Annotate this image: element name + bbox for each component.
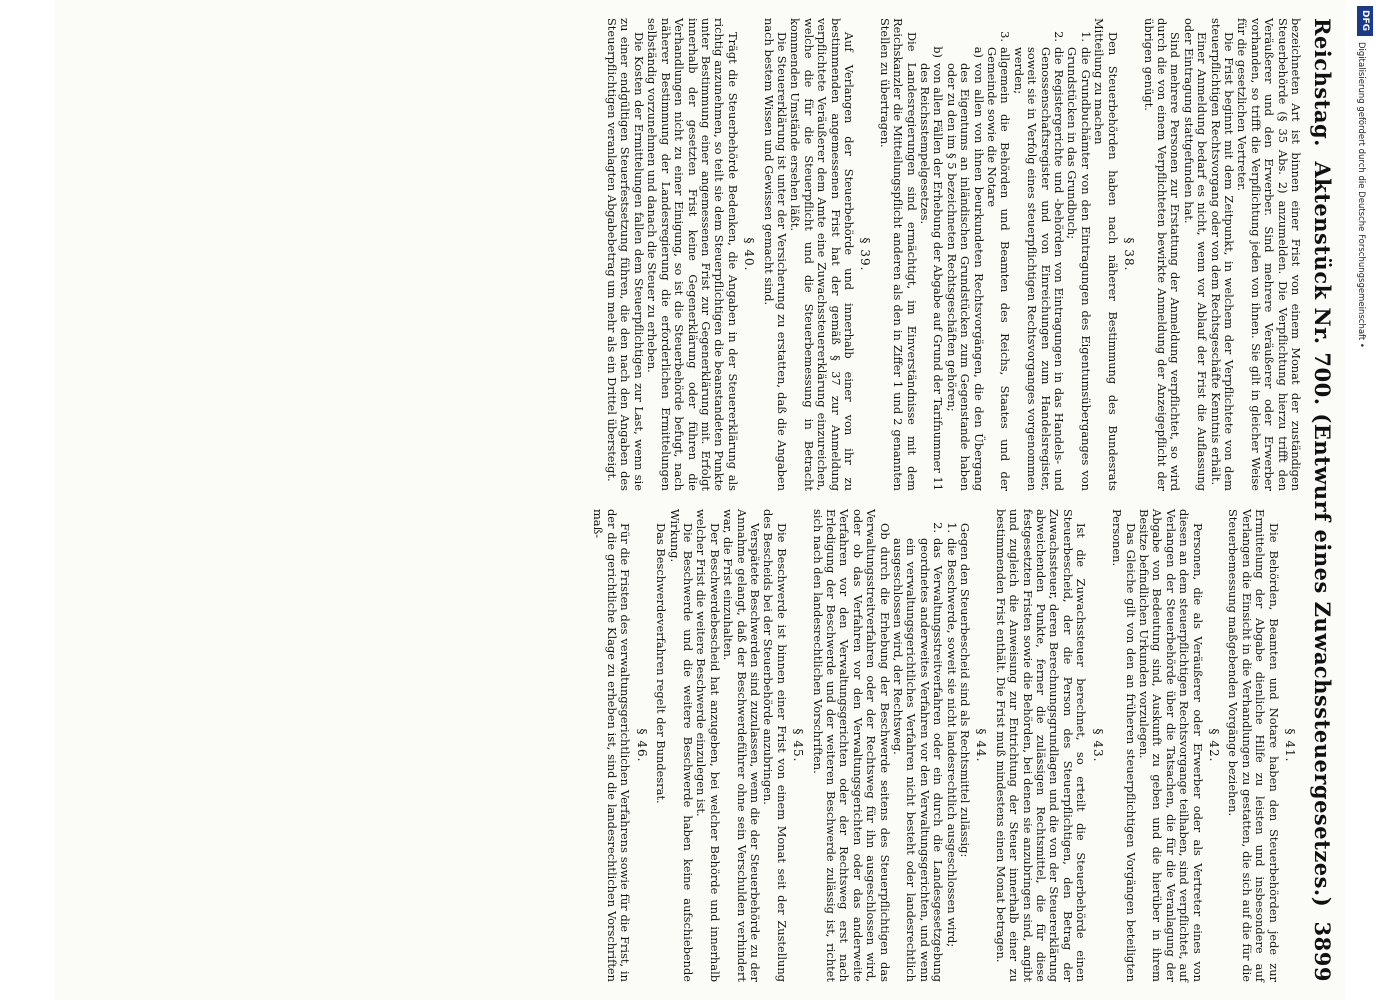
list-text: die Registergerichte und -behörden von Eintragungen in das Handels- und Genossenschaftsregister und von Einreichungen zum Handelsregister, soweit sie in Verfolg eines steuerpflichtigen Rechtsvorganges vorgenommen werden; [1011,47,1067,491]
paragraph: Die Beschwerde und die weitere Beschwerde haben keine aufschiebende Wirkung. [667,509,695,982]
list-text: von allen von ihnen beurkundeten Rechtsvorgängen, die den Übergang des Eigentums an inländischen Grundstücken zum Gegenstande haben oder zu den im § 5 bezeichneten Rechtsgeschäften gehören; [944,63,986,491]
paragraph: bezeichneten Art ist binnen einer Frist von einem Monat der zuständigen Steuerbehörde (§ 35 Abs. 2) anzumelden. Die Verpflichtung hierzu trifft den Veräußerer und den Erwerber. Sind mehrere Veräußerer oder Erwerber vorhanden, so trifft die Verpflichtung jeden von ihnen. Sie gilt in gleicher Weise für die gesetzlichen Vertreter. [1235,18,1303,491]
list-item [918,18,945,491]
paragraph: Gegen den Steuerbescheid sind als Rechtsmittel zulässig: [958,523,973,858]
section-heading: § 39. [858,237,873,272]
left-column [591,18,1302,491]
paragraph: Den Steuerbehörden haben nach näherer Bestimmung des Bundesrats Mitteilung zu machen [1092,18,1120,491]
list-text: die Beschwerde, soweit sie nicht landesrechtlich ausgeschlossen wird; [944,538,959,948]
list-item [944,509,957,982]
list-item [891,509,945,982]
section-heading: § 38. [1122,237,1137,272]
paragraph: Auf Verlangen der Steuerbehörde und innerhalb einer von ihr zu bestimmenden angemessenen Frist hat der gemäß § 37 zur Anmeldung verpflichtete Veräußerer dem Amte eine Zuwachssteuererklärung einzureichen, welche die für die Steuerpflicht und die Steuerbemessung in Betracht kommenden Umstände ersehen läßt. [788,18,856,491]
section-heading: § 46. [634,728,649,763]
paragraph: Die Behörden, Beamten und Notare haben den Steuerbehörden jede zur Ermittelung der Abgabe dienliche Hilfe zu leisten und insbesondere auf Verlangen die Einsicht in die Verhandlungen zu gestatten, die sich auf die für die Steuerbemessung maßgebenden Vorgänge beziehen. [1226,509,1281,982]
list-text: allgemein die Behörden und Beamten des Reichs, Staates und der Gemeinde sowie die Notare [985,47,1013,491]
list-item [1065,18,1092,491]
document-page [55,0,1345,1000]
paragraph: Die Frist beginnt mit dem Zeitpunkt, in welchem der Verpflichtete von dem steuerpflichtigen Rechtsvorgang oder von dem Rechtsgeschäfte Kenntnis erhält. [1208,18,1236,491]
page-number: 3899 [1310,921,1335,982]
list-number: 2. [1052,31,1067,42]
header-left: Reichstag. [1310,18,1335,147]
paragraph: Die Beschwerde ist binnen einer Frist von einem Monat seit der Zustellung des Bescheids bei der Steuerbehörde anzubringen. [761,509,789,982]
list-number: 3. [998,31,1013,42]
section-heading: § 40. [742,237,757,272]
list-text: von allen Fällen der Erhebung der Abgabe auf Grund der Tarifnummer 11 des Reichsstempelgesetzes. [918,63,946,491]
paragraph: Für die Fristen des verwaltungsgerichtlichen Verfahrens sowie für die Frist, in der die gerichtliche Klage zu erheben ist, sind die landesrechtlichen Vorschriften maß- [591,509,633,982]
list-item [1011,18,1065,491]
paragraph: Das Beschwerdeverfahren regelt der Bundesrat. [654,523,669,804]
list-text: die Grundbuchämter von den Eintragungen des Eigentumsüberganges von Grundstücken in das Grundbuch; [1065,47,1093,491]
list-number: 2. [931,522,946,533]
digitization-note [1356,8,1366,708]
section-heading: § 45. [791,728,806,763]
section-heading: § 44. [974,728,989,763]
list-item [985,18,1012,491]
digitization-note-text: Digitalisierung gefördert durch die Deutsche Forschungsgemeinschaft • [1356,42,1366,348]
page-header [1304,14,1337,986]
list-number: b) [931,46,946,58]
paragraph: Einer Anmeldung bedarf es nicht, wenn vor Ablauf der Frist die Auflassung oder Eintragung stattgefunden hat. [1181,18,1210,491]
list-number: a) [971,46,986,58]
list-item [944,18,984,491]
section-heading: § 42. [1206,728,1221,763]
dfg-logo: DFG [1357,6,1373,36]
list-number: 1. [944,522,959,533]
list-text: das Verwaltungsstreitverfahren oder ein durch die Landesgesetzgebung geordnetes anderweites Verfahren vor den Verwaltungsgerichten, und wenn ein verwaltungsgerichtliches Verfahren nicht besteht oder landesrechtlich ausgeschlossen wird, der Rechtsweg. [891,538,946,982]
section-heading: § 43. [1090,728,1105,763]
paragraph: Sind mehrere Personen zur Erstattung der Anmeldung verpflichtet, so wird durch die von einem Verpflichteten bewirkte Anmeldung der Anzeigepflicht der übrigen genügt. [1141,18,1183,491]
paragraph: Das Gleiche gilt von den an früheren steuerpflichtigen Vorgängen beteiligten Personen. [1110,509,1138,982]
header-title: Aktenstück Nr. 700. (Entwurf eines Zuwachssteuergesetzes.) [1310,161,1335,908]
paragraph: Die Kosten der Ermittelungen fallen dem Steuerpflichtigen zur Last, wenn sie zu einer endgültigen Steuerfestsetzung führen, die den nach den Angaben des Steuerpflichtigen veranlagten Abgabebetrag um mehr als ein Drittel übersteigt. [605,18,646,491]
paragraph: Trägt die Steuerbehörde Bedenken, die Angaben in der Steuererklärung als richtig anzunehmen, so teilt sie dem Steuerpflichtigen die beanstandeten Punkte unter Bestimmung einer angemessenen Frist zur Gegenerklärung mit. Erfolgt innerhalb der gesetzten Frist keine Gegenerklärung oder führen die Verhandlungen nicht zu einer Einigung, so ist die Steuerbehörde befugt, nach näherer Bestimmung der Landesregierung die erforderlichen Ermittelungen selbständig vorzunehmen und danach die Steuer zu erheben. [645,18,740,491]
paragraph: Ob durch die Erhebung der Beschwerde seitens des Steuerpflichtigen das Verwaltungsstreitverfahren oder der Rechtsweg für ihn ausgeschlossen wird, oder ob das Verfahren vor den Verwaltungsgerichten oder das anderweite Verfahren vor den Verwaltungsgerichten oder der Rechtsweg erst nach Erledigung der Beschwerde und der weiteren Beschwerde zulässig ist, richtet sich nach den landesrechtlichen Vorschriften. [810,509,892,982]
paragraph: Ist die Zuwachssteuer berechnet, so erteilt die Steuerbehörde einen Steuerbescheid, der die Person des Steuerpflichtigen, den Betrag der Zuwachssteuer, deren Berechnungsgrundlagen und die von der Steuererklärung abweichenden Punkte, ferner die zulässigen Rechtsmittel, die für diese festgesetzten Fristen sowie die Behörden, bei denen sie anzubringen sind, angibt und zugleich die Anweisung zur Entrichtung der Steuer innerhalb einer zu bestimmenden Frist enthält. Die Frist muß mindestens einen Monat betragen. [993,509,1089,982]
paragraph: Verspätete Beschwerden sind zuzulassen, wenn die der Steuerbehörde zu der Annahme gelangt, daß der Beschwerdeführer ohne sein Verschulden verhindert war, die Frist einzuhalten. [721,509,762,982]
paragraph: Der Beschwerdebescheid hat anzugeben, bei welcher Behörde und innerhalb welcher Frist die weitere Beschwerde einzulegen ist. [694,509,722,982]
paragraph: Die Landesregierungen sind ermächtigt, im Einverständnisse mit dem Reichskanzler die Mitteilungspflicht anderen als den in Ziffer 1 und 2 genannten Stellen zu übertragen. [877,18,919,491]
list-number: 1. [1078,31,1093,42]
paragraph: Die Steuererklärung ist unter der Versicherung zu erstatten, daß die Angaben nach bestem Wissen und Gewissen gemacht sind. [761,18,789,491]
right-column [591,509,1302,982]
paragraph: Personen, die als Veräußerer oder Erwerber oder als Vertreter eines von diesen an dem steuerpflichtigen Rechtsvorgange teilhaben, sind verpflichtet, auf Verlangen der Steuerbehörde über die Tatsachen, die für die Veranlagung der Abgabe von Bedeutung sind, Auskunft zu geben und die hierüber in ihrem Besitze befindlichen Urkunden vorzulegen. [1136,509,1205,982]
section-heading: § 41. [1283,728,1297,763]
text-columns [591,14,1304,986]
